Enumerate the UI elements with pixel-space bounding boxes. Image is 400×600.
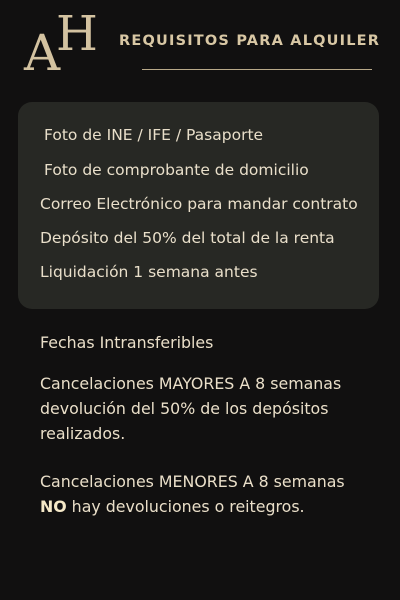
logo-letter-h: H	[56, 6, 98, 62]
note-cancel-major: Cancelaciones MAYORES A 8 semanas devolución del 50% de los depósitos realizados.	[40, 374, 342, 443]
page-title: REQUISITOS PARA ALQUILER	[119, 33, 381, 49]
title-divider	[142, 69, 372, 70]
logo-letter-a: A	[24, 24, 61, 82]
note-cancel-minor-rest: hay devoluciones o reitegros.	[66, 497, 305, 516]
note-dates: Fechas Intransferibles	[40, 333, 214, 352]
note-cancel-minor	[40, 469, 380, 519]
requirement-settlement: Liquidación 1 semana antes	[40, 263, 258, 281]
requirement-address-proof: Foto de comprobante de domicilio	[44, 161, 309, 179]
requirement-deposit: Depósito del 50% del total de la renta	[40, 229, 335, 247]
brand-logo	[24, 6, 100, 82]
note-cancel-minor-lead: Cancelaciones MENORES A 8 semanas	[40, 472, 345, 491]
note-cancel-minor-no: NO	[40, 497, 67, 516]
requirement-email: Correo Electrónico para mandar contrato	[40, 195, 358, 213]
requirements-card	[18, 102, 379, 309]
policy-notes	[40, 330, 380, 519]
requirement-id-photo: Foto de INE / IFE / Pasaporte	[44, 126, 264, 144]
